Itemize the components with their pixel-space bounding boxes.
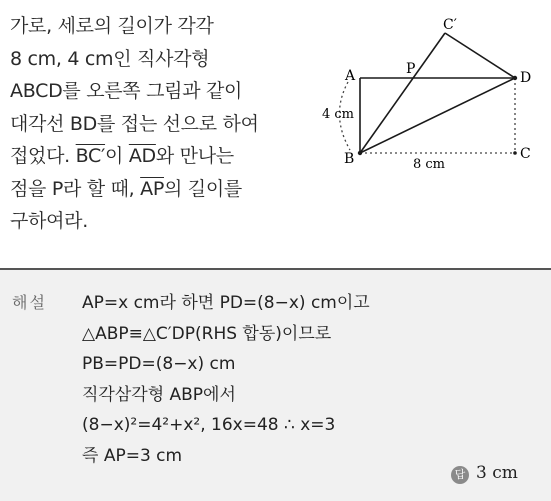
solution-line-3: PB=PD=(8−x) cm	[82, 354, 236, 374]
problem-text	[10, 10, 310, 238]
label-p: P	[406, 61, 416, 77]
answer-value: 3 cm	[476, 463, 518, 483]
problem-line-3: ABCD를 오른쪽 그림과 같이	[10, 80, 243, 102]
segment-bc-prime: BC′	[75, 145, 106, 167]
segment-ap: $\overline{AP}$	[140, 177, 164, 200]
label-c: C	[520, 146, 531, 162]
dotted-edges	[339, 78, 515, 153]
edge-bc-prime	[360, 33, 445, 153]
label-width: 8 cm	[413, 157, 446, 172]
problem-line-7: 구하여라.	[10, 210, 88, 232]
label-height: 4 cm	[322, 107, 355, 122]
segment-ad: $\overline{AD}$	[128, 145, 156, 167]
solution-line-4: 직각삼각형 ABP에서	[82, 384, 236, 405]
problem-line-4: 대각선 BD를 접는 선으로 하여	[10, 112, 259, 135]
label-a: A	[345, 68, 356, 84]
line6-post: 의 길이를	[164, 177, 242, 200]
folded-rectangle-figure	[300, 10, 545, 185]
label-d: D	[520, 70, 532, 86]
problem-line-6	[10, 173, 310, 206]
problem-line-1: 가로, 세로의 길이가 각각	[10, 15, 214, 37]
vertex-c-dot	[513, 151, 517, 155]
vertex-b-dot	[358, 151, 362, 155]
line6-pre: 점을 P라 할 때,	[10, 177, 141, 200]
solution-line-5: (8−x)²=4²+x², 16x=48 ∴ x=3	[82, 415, 336, 435]
solution-line-2: △ABP≡△C′DP(RHS 합동)이므로	[82, 323, 332, 344]
solid-edges	[360, 33, 515, 153]
solution-section	[0, 270, 551, 501]
vertex-d-dot	[513, 76, 517, 80]
line5-post: 와 만나는	[155, 145, 234, 167]
solution-lines	[82, 288, 542, 471]
edge-c-prime-d	[445, 33, 515, 78]
line5-mid: 이	[105, 145, 129, 167]
solution-line-1: AP=x cm라 하면 PD=(8−x) cm이고	[82, 293, 370, 313]
line5-pre: 접었다.	[10, 145, 76, 167]
problem-line-5	[10, 140, 310, 173]
answer-badge-icon: 답	[451, 466, 469, 484]
label-c-prime: C′	[443, 17, 457, 33]
solution-label: 해설	[12, 293, 47, 312]
solution-line-6: 즉 AP=3 cm	[82, 445, 183, 466]
diagonal-bd	[360, 78, 515, 153]
problem-line-2: 8 cm, 4 cm인 직사각형	[10, 47, 210, 70]
label-b: B	[344, 151, 355, 167]
